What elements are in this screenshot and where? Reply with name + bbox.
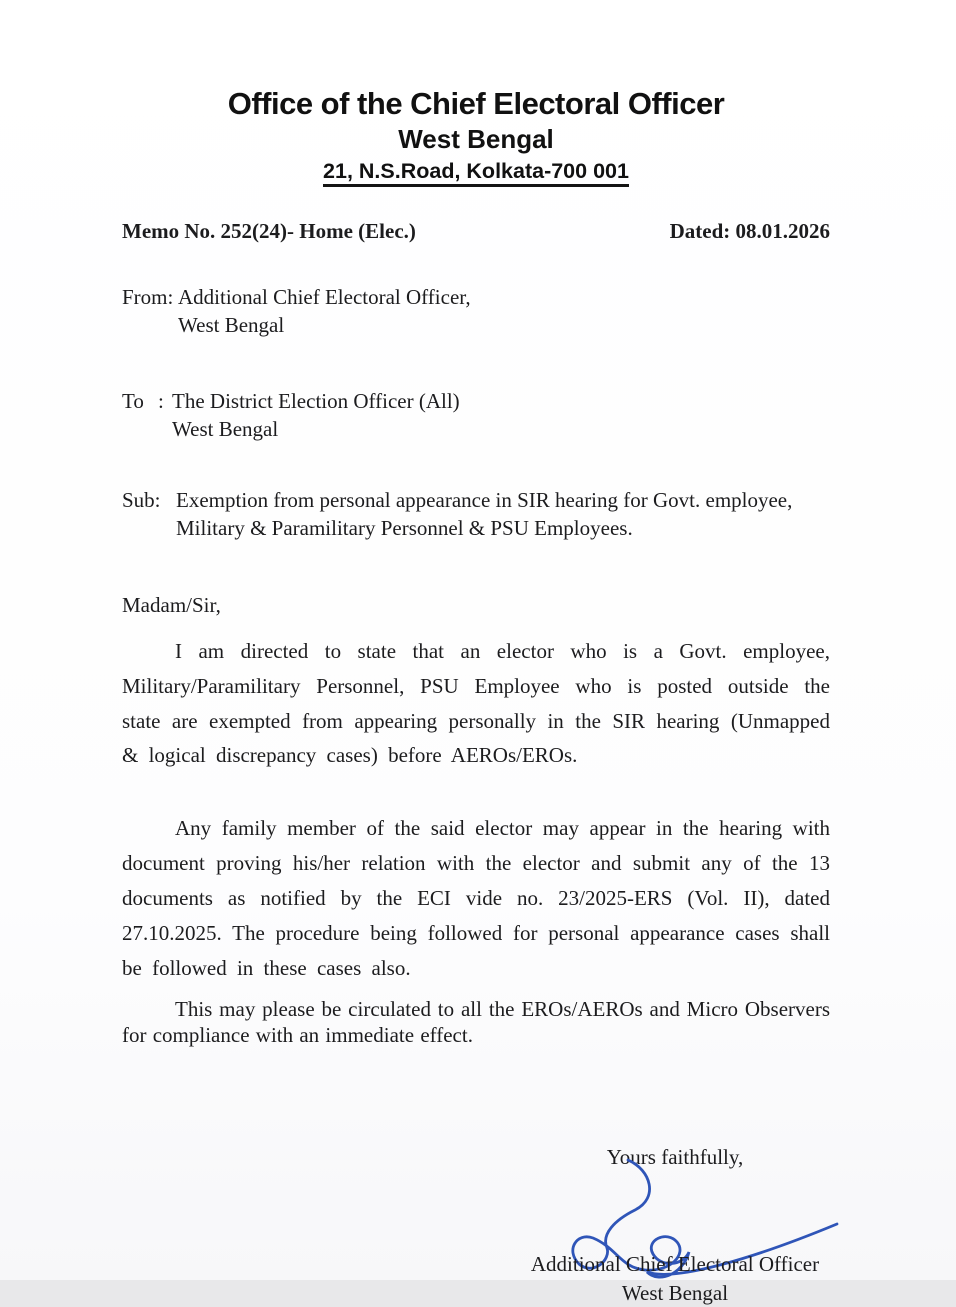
subject-line1: Exemption from personal appearance in SIR hearing for Govt. employee,: [176, 488, 793, 513]
from-label: From:: [122, 285, 174, 310]
memo-number: Memo No. 252(24)- Home (Elec.): [122, 219, 416, 244]
to-content: [172, 388, 460, 443]
closing-block: [520, 1145, 830, 1307]
salutation: Madam/Sir,: [122, 592, 221, 617]
subject-block: [122, 487, 830, 542]
memo-date: Dated: 08.01.2026: [669, 219, 830, 244]
to-line1: The District Election Officer (All): [172, 388, 460, 413]
signatory-region: West Bengal: [621, 1280, 729, 1305]
subject-content: [176, 487, 792, 542]
from-line2: West Bengal: [178, 313, 285, 338]
to-block: [122, 388, 830, 443]
letterhead-office-name: Office of the Chief Electoral Officer: [227, 86, 725, 121]
letterhead-address-text: 21, N.S.Road, Kolkata-700 001: [323, 160, 629, 188]
letterhead: [122, 88, 830, 187]
valediction: Yours faithfully,: [606, 1145, 744, 1170]
letterhead-region: West Bengal: [398, 123, 554, 154]
memo-row: [122, 219, 830, 244]
body-paragraph-1: I am directed to state that an elector who is a Govt. employee, Military/Paramilitary Personnel, PSU Employee who is posted outside the state are exempted from appearing personally in the SIR hearing (Unmapped & logical discrepancy cases) before AEROs/EROs.: [122, 638, 830, 768]
body-paragraph-2: Any family member of the said elector may appear in the hearing with document proving his/her relation with the elector and submit any of the 13 documents as notified by the ECI vide no. 23/2025-ERS (Vol. II), dated 27.10.2025. The procedure being followed for personal appearance cases shall be followed in these cases also.: [122, 816, 830, 980]
body-paragraph-3: This may please be circulated to all the EROs/AEROs and Micro Observers for compliance with an immediate effect.: [122, 996, 830, 1048]
signatory-title: Additional Chief Electoral Officer: [530, 1252, 820, 1277]
subject-label: Sub:: [122, 488, 161, 513]
to-line2: West Bengal: [172, 416, 279, 441]
from-block: [122, 284, 830, 339]
to-colon: :: [158, 388, 164, 413]
letterhead-address: [122, 160, 830, 188]
from-line1: Additional Chief Electoral Officer,: [178, 285, 471, 310]
subject-line2: Military & Paramilitary Personnel & PSU Employees.: [176, 516, 633, 541]
from-content: [178, 284, 471, 339]
to-label: To: [122, 388, 144, 413]
